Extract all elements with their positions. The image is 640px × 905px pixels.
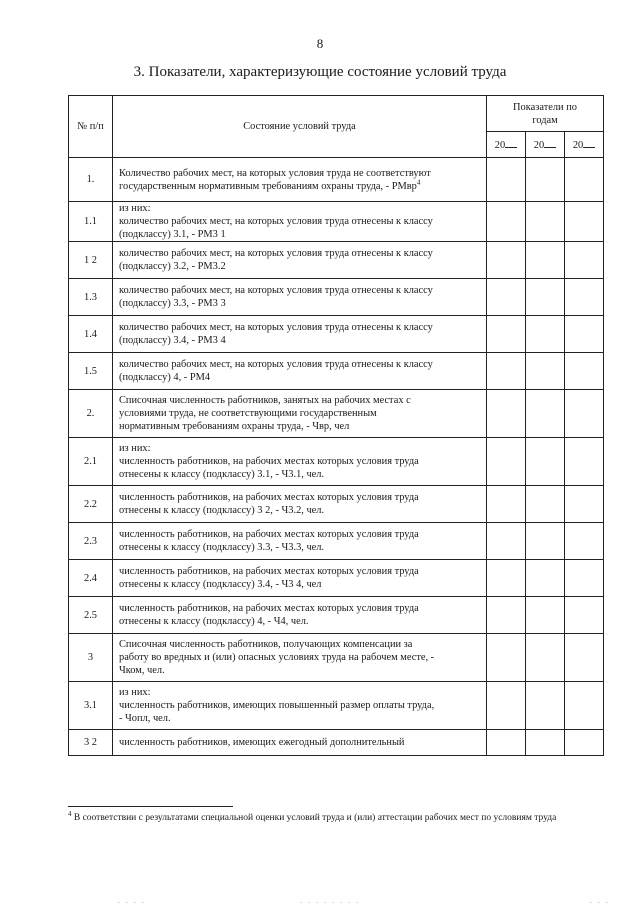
header-year-3	[565, 132, 604, 158]
header-year-1	[487, 132, 526, 158]
row-description	[113, 634, 487, 682]
table-row	[69, 202, 604, 242]
row-number: 2.3	[69, 523, 113, 560]
year-value-cell	[565, 730, 604, 756]
row-number: 1.3	[69, 279, 113, 316]
row-description-line: - Чопл, чел.	[119, 713, 171, 724]
year-value-cell	[565, 316, 604, 353]
year-value-cell	[487, 279, 526, 316]
year-value-cell	[526, 438, 565, 486]
row-description	[113, 353, 487, 390]
year-value-cell	[487, 634, 526, 682]
row-description-line: из них:	[119, 203, 151, 214]
year-value-cell	[526, 560, 565, 597]
table-row	[69, 316, 604, 353]
row-description	[113, 597, 487, 634]
row-description-line: (подклассу) 4, - РМ4	[119, 372, 211, 383]
table-row	[69, 730, 604, 756]
row-description-line: Количество рабочих мест, на которых условия труда не соответствуют	[119, 167, 431, 179]
row-description	[113, 279, 487, 316]
row-number: 3 2	[69, 730, 113, 756]
row-number: 2.1	[69, 438, 113, 486]
year-value-cell	[487, 202, 526, 242]
year-value-cell	[526, 158, 565, 202]
year-value-cell	[565, 597, 604, 634]
year-value-cell	[487, 523, 526, 560]
footnote-ref: 4	[416, 178, 421, 187]
row-number: 3	[69, 634, 113, 682]
row-description	[113, 730, 487, 756]
row-description-line: численность работников, имеющих повышенный размер оплаты труда,	[119, 700, 435, 711]
year-value-cell	[565, 353, 604, 390]
year-value-cell	[526, 682, 565, 730]
year-value-cell	[526, 390, 565, 438]
year-value-cell	[487, 438, 526, 486]
table-row	[69, 682, 604, 730]
year-value-cell	[526, 597, 565, 634]
row-description-line: Списочная численность работников, занятых на рабочих местах с	[119, 395, 411, 406]
row-number: 2.5	[69, 597, 113, 634]
year-value-cell	[565, 560, 604, 597]
table-row	[69, 597, 604, 634]
year-blank	[583, 137, 595, 148]
row-description-line: условиями труда, не соответствующими государственным	[119, 408, 377, 419]
row-description-line: (подклассу) 3.3, - РМ3 3	[119, 298, 226, 309]
header-num: № п/п	[69, 96, 113, 158]
row-description-line: отнесены к классу (подклассу) 3.4, - Ч3 4, чел	[119, 579, 322, 590]
year-value-cell	[565, 202, 604, 242]
header-state: Состояние условий труда	[113, 96, 487, 158]
row-description-line: численность работников, на рабочих местах которых условия труда	[119, 603, 419, 614]
row-description-line: государственным нормативным требованиям охраны труда, - РМвр	[119, 180, 417, 192]
row-description-line: численность работников, имеющих ежегодный дополнительный	[119, 737, 405, 748]
row-description	[113, 438, 487, 486]
row-description	[113, 242, 487, 279]
row-description-line: количество рабочих мест, на которых условия труда отнесены к классу	[119, 359, 433, 370]
table-row	[69, 158, 604, 202]
year-value-cell	[526, 353, 565, 390]
footnote	[68, 809, 608, 825]
table-row	[69, 279, 604, 316]
year-value-cell	[565, 158, 604, 202]
year-prefix: 20	[533, 140, 545, 151]
row-description-line: нормативным требованиям охраны труда, - Чвр, чел	[119, 421, 350, 432]
table-row	[69, 486, 604, 523]
year-value-cell	[487, 158, 526, 202]
row-number: 1.5	[69, 353, 113, 390]
table-row	[69, 560, 604, 597]
row-description-line: количество рабочих мест, на которых условия труда отнесены к классу	[119, 285, 433, 296]
footnote-marker: 4	[68, 809, 72, 818]
header-years-line1: Показатели по	[513, 101, 577, 113]
table-row	[69, 353, 604, 390]
year-value-cell	[565, 682, 604, 730]
row-number: 2.	[69, 390, 113, 438]
year-value-cell	[526, 316, 565, 353]
year-value-cell	[565, 634, 604, 682]
table-body	[69, 158, 604, 756]
year-value-cell	[487, 560, 526, 597]
row-description	[113, 158, 487, 202]
year-value-cell	[565, 279, 604, 316]
row-description-line: отнесены к классу (подклассу) 3.1, - Ч3.1, чел.	[119, 469, 325, 480]
row-description-line: численность работников, на рабочих местах которых условия труда	[119, 456, 419, 467]
row-description-line: количество рабочих мест, на которых условия труда отнесены к классу	[119, 216, 433, 227]
header-year-2	[526, 132, 565, 158]
row-description-line: отнесены к классу (подклассу) 3.3, - Ч3.3, чел.	[119, 542, 325, 553]
row-description-line: численность работников, на рабочих местах которых условия труда	[119, 492, 419, 503]
row-description	[113, 523, 487, 560]
row-number: 2.2	[69, 486, 113, 523]
row-number: 1 2	[69, 242, 113, 279]
page-number: 8	[316, 36, 324, 51]
row-description	[113, 486, 487, 523]
conditions-table	[68, 95, 604, 756]
footnote-divider	[68, 806, 233, 807]
year-value-cell	[487, 242, 526, 279]
year-value-cell	[526, 202, 565, 242]
row-description-line: из них:	[119, 443, 151, 454]
row-description	[113, 202, 487, 242]
year-value-cell	[565, 438, 604, 486]
year-value-cell	[526, 242, 565, 279]
year-value-cell	[526, 730, 565, 756]
row-description-line: Чком, чел.	[119, 665, 165, 676]
year-value-cell	[487, 486, 526, 523]
year-value-cell	[487, 597, 526, 634]
year-prefix: 20	[572, 140, 584, 151]
row-description	[113, 316, 487, 353]
year-value-cell	[487, 316, 526, 353]
year-value-cell	[565, 390, 604, 438]
year-value-cell	[526, 279, 565, 316]
header-years-group	[487, 96, 604, 132]
row-description-line: (подклассу) 3.4, - РМ3 4	[119, 335, 226, 346]
row-description	[113, 682, 487, 730]
year-value-cell	[526, 634, 565, 682]
row-number: 3.1	[69, 682, 113, 730]
row-description-line: численность работников, на рабочих местах которых условия труда	[119, 566, 419, 577]
row-number: 1.	[69, 158, 113, 202]
header-years-line2: годам	[532, 114, 558, 126]
section-title: 3. Показатели, характеризующие состояние условий труда	[133, 64, 507, 80]
row-number: 2.4	[69, 560, 113, 597]
row-description	[113, 560, 487, 597]
row-description-line: Списочная численность работников, получающих компенсации за	[119, 639, 413, 650]
year-prefix: 20	[494, 140, 506, 151]
row-description-line: (подклассу) 3.2, - РМ3.2	[119, 261, 226, 272]
year-blank	[505, 137, 517, 148]
row-description-line: работу во вредных и (или) опасных условиях труда на рабочем месте, -	[119, 652, 435, 663]
year-value-cell	[526, 486, 565, 523]
year-value-cell	[565, 486, 604, 523]
table-row	[69, 390, 604, 438]
year-blank	[544, 137, 556, 148]
year-value-cell	[487, 730, 526, 756]
row-description-line: численность работников, на рабочих местах которых условия труда	[119, 529, 419, 540]
row-number: 1.1	[69, 202, 113, 242]
row-description-line: отнесены к классу (подклассу) 4, - Ч4, чел.	[119, 616, 309, 627]
year-value-cell	[565, 523, 604, 560]
footnote-text: В соответствии с результатами специальной оценки условий труда и (или) аттестации рабочих мест по условиям труда	[73, 813, 557, 823]
year-value-cell	[565, 242, 604, 279]
year-value-cell	[487, 353, 526, 390]
table-row	[69, 242, 604, 279]
row-description-line-wrap	[119, 180, 482, 193]
year-value-cell	[526, 523, 565, 560]
row-number: 1.4	[69, 316, 113, 353]
row-description-line: из них:	[119, 687, 151, 698]
year-value-cell	[487, 682, 526, 730]
row-description-line: количество рабочих мест, на которых условия труда отнесены к классу	[119, 248, 433, 259]
table-row	[69, 634, 604, 682]
table-row	[69, 438, 604, 486]
row-description-line: отнесены к классу (подклассу) 3 2, - Ч3.2, чел.	[119, 505, 325, 516]
row-description-line: количество рабочих мест, на которых условия труда отнесены к классу	[119, 322, 433, 333]
table-row	[69, 523, 604, 560]
row-description	[113, 390, 487, 438]
row-description-line: (подклассу) 3.1, - РМ3 1	[119, 229, 226, 240]
year-value-cell	[487, 390, 526, 438]
